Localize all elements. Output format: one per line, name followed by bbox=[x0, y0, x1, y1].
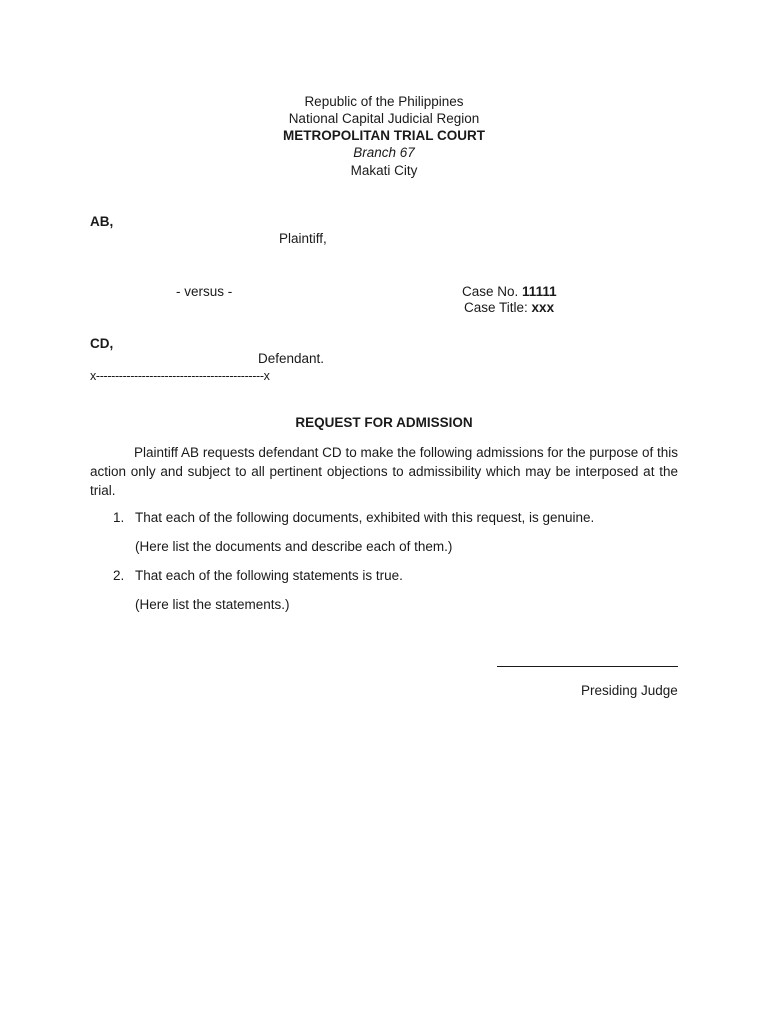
header-branch: Branch 67 bbox=[353, 145, 415, 160]
signature-label: Presiding Judge bbox=[581, 683, 678, 698]
item-2-note: (Here list the statements.) bbox=[135, 597, 290, 612]
intro-paragraph: Plaintiff AB requests defendant CD to make the following admissions for the purpose of this action only and subject to all pertinent objections to admissibility which may be interposed at the trial. bbox=[90, 445, 678, 498]
defendant-name: CD, bbox=[90, 336, 114, 351]
header-region: National Capital Judicial Region bbox=[288, 111, 480, 126]
header-court: METROPOLITAN TRIAL COURT bbox=[283, 128, 485, 143]
item-1-number: 1. bbox=[113, 510, 125, 525]
item-2-text: That each of the following statements is true. bbox=[135, 568, 403, 583]
plaintiff-role: Plaintiff, bbox=[279, 231, 327, 246]
plaintiff-name: AB, bbox=[90, 214, 114, 229]
case-title bbox=[464, 300, 554, 315]
case-title-value: xxx bbox=[531, 300, 555, 315]
case-number bbox=[462, 284, 557, 299]
header-republic: Republic of the Philippines bbox=[304, 94, 464, 109]
case-number-value: 11111 bbox=[522, 284, 557, 299]
item-1-note: (Here list the documents and describe each of them.) bbox=[135, 539, 453, 554]
document-title: REQUEST FOR ADMISSION bbox=[295, 415, 473, 430]
header-city: Makati City bbox=[350, 163, 418, 178]
signature-line bbox=[497, 666, 678, 667]
case-title-label: Case Title: bbox=[464, 300, 528, 315]
item-2-number: 2. bbox=[113, 568, 125, 583]
caption-separator: x--------------------------------------------x bbox=[90, 369, 270, 383]
defendant-role: Defendant. bbox=[258, 351, 325, 366]
item-1-text: That each of the following documents, exhibited with this request, is genuine. bbox=[135, 510, 595, 525]
versus-text: - versus - bbox=[176, 284, 233, 299]
case-number-label: Case No. bbox=[462, 284, 519, 299]
